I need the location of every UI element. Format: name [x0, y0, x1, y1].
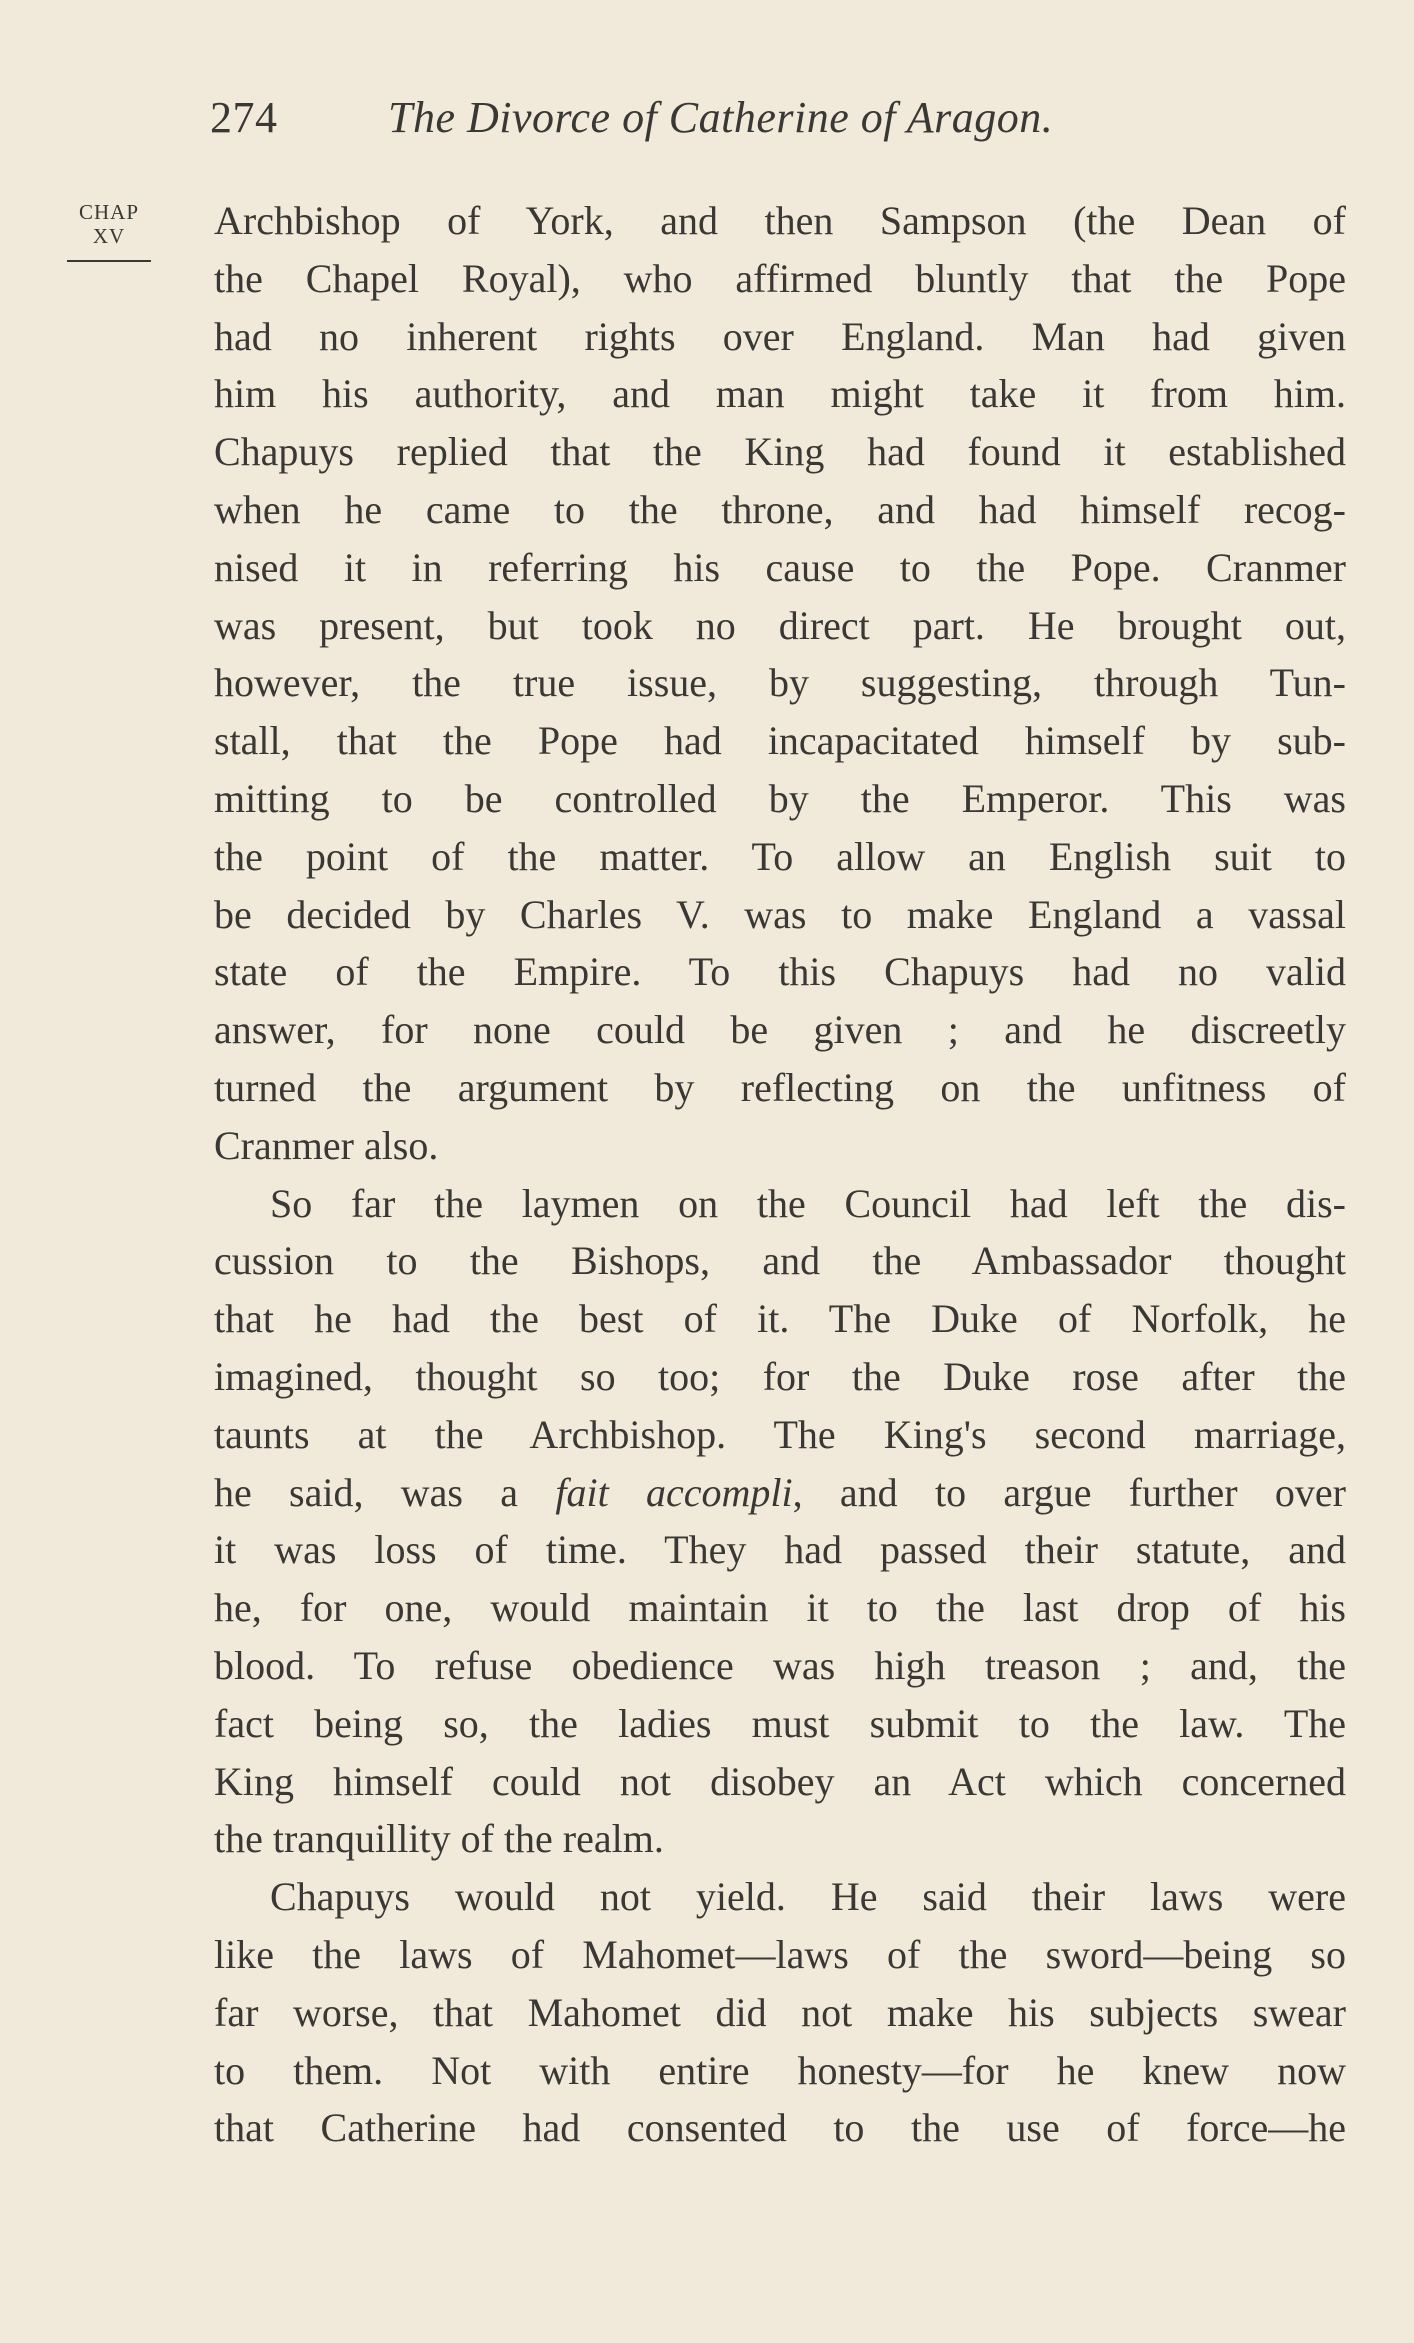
text-line: nised it in referring his cause to the Pope. Cranmer [214, 544, 1346, 590]
text-line: the Chapel Royal), who affirmed bluntly that the Pope [214, 255, 1346, 301]
text-line: be decided by Charles V. was to make England a vassal [214, 891, 1346, 937]
chapter-rule [67, 260, 151, 262]
chapter-marginal-note [64, 200, 154, 262]
text-fragment: , and to argue further over [792, 1469, 1347, 1515]
chapter-number: XV [92, 224, 126, 248]
text-line: him his authority, and man might take it from him. [214, 371, 1346, 417]
paragraph-end-line: the tranquillity of the realm. [214, 1816, 664, 1862]
text-line: was present, but took no direct part. He brought out, [214, 602, 1346, 648]
chapter-label: CHAP [78, 200, 140, 224]
text-line: however, the true issue, by suggesting, through Tun- [214, 660, 1346, 706]
body-text [214, 192, 1346, 2157]
text-line: when he came to the throne, and had himself recog- [214, 486, 1346, 532]
book-title: The Divorce of Catherine of Aragon. [388, 93, 1054, 142]
text-line: cussion to the Bishops, and the Ambassador thought [214, 1238, 1346, 1284]
text-line: state of the Empire. To this Chapuys had no valid [214, 949, 1346, 995]
text-line: had no inherent rights over England. Man had given [214, 313, 1346, 359]
page-number: 274 [210, 93, 278, 142]
paragraph-end-line: Cranmer also. [214, 1122, 439, 1168]
text-line: blood. To refuse obedience was high treason ; and, the [214, 1642, 1346, 1688]
running-head [210, 92, 1210, 152]
text-line-with-italic [214, 1464, 1346, 1522]
text-line: that he had the best of it. The Duke of Norfolk, he [214, 1296, 1346, 1342]
text-line: it was loss of time. They had passed their statute, and [214, 1527, 1346, 1573]
text-line: imagined, thought so too; for the Duke rose after the [214, 1353, 1346, 1399]
text-line: like the laws of Mahomet—laws of the sword—being so [214, 1931, 1346, 1977]
italic-phrase: fait accompli [555, 1469, 793, 1515]
text-line: Chapuys replied that the King had found it established [214, 429, 1346, 475]
text-line: fact being so, the ladies must submit to the law. The [214, 1700, 1346, 1746]
text-line: far worse, that Mahomet did not make his subjects swear [214, 1989, 1346, 2035]
text-line: stall, that the Pope had incapacitated himself by sub- [214, 718, 1346, 764]
text-line: the point of the matter. To allow an English suit to [214, 833, 1346, 879]
text-line: that Catherine had consented to the use of force—he [214, 2105, 1346, 2151]
text-line: turned the argument by reflecting on the unfitness of [214, 1064, 1346, 1110]
text-fragment: he said, was a [214, 1469, 556, 1515]
text-line: King himself could not disobey an Act which concerned [214, 1758, 1346, 1804]
paragraph-start-line: So far the laymen on the Council had left the dis- [270, 1180, 1346, 1226]
text-line: mitting to be controlled by the Emperor. This was [214, 775, 1346, 821]
text-line: he, for one, would maintain it to the last drop of his [214, 1585, 1346, 1631]
text-line: taunts at the Archbishop. The King's second marriage, [214, 1411, 1346, 1457]
paragraph-start-line: Chapuys would not yield. He said their laws were [270, 1874, 1346, 1920]
text-line: Archbishop of York, and then Sampson (the Dean of [214, 198, 1346, 243]
text-line: answer, for none could be given ; and he discreetly [214, 1007, 1346, 1053]
text-line: to them. Not with entire honesty—for he knew now [214, 2047, 1346, 2093]
